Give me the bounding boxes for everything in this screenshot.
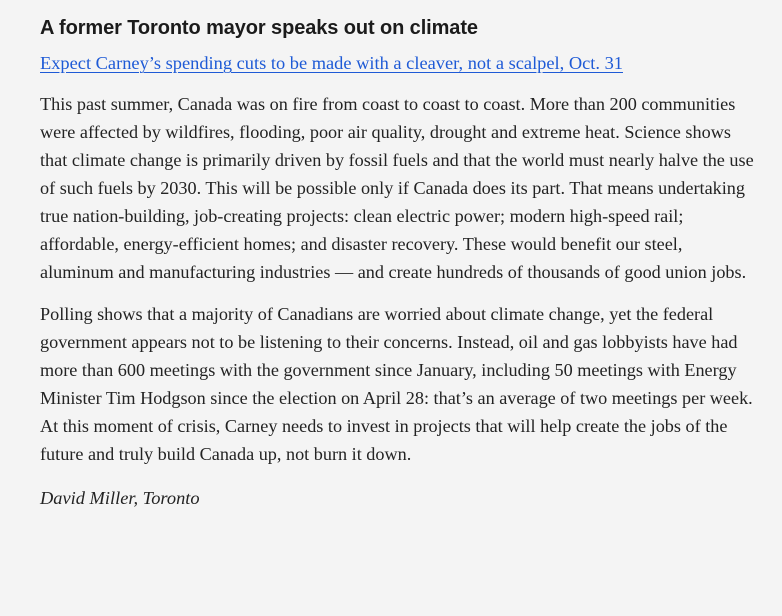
letter-headline: A former Toronto mayor speaks out on climate [40,17,478,39]
letter-signature: David Miller, Toronto [40,488,200,508]
referenced-article-link[interactable]: Expect Carney’s spending cuts to be made with a cleaver, not a scalpel, Oct. 31 [40,53,623,73]
letter-paragraph-1: This past summer, Canada was on fire from coast to coast to coast. More than 200 communities were affected by wildfires, flooding, poor air quality, drought and extreme heat. Science shows that climate change is primarily driven by fossil fuels and that the world must nearly halve the use of such fuels by 2030. This will be possible only if Canada does its part. That means undertaking true nation-building, job-creating projects: clean electric power; modern high-speed rail; affordable, energy-efficient homes; and disaster recovery. These would benefit our steel, aluminum and manufacturing industries — and create hundreds of thousands of good union jobs. [40,94,754,282]
letter-paragraph-2: Polling shows that a majority of Canadians are worried about climate change, yet the federal government appears not to be listening to their concerns. Instead, oil and gas lobbyists have had more than 600 meetings with the government since January, including 50 meetings with Energy Minister Tim Hodgson since the election on April 28: that’s an average of two meetings per week. At this moment of crisis, Carney needs to invest in projects that will help create the jobs of the future and truly build Canada up, not burn it down. [40,304,753,464]
letter-to-editor [40,14,760,512]
